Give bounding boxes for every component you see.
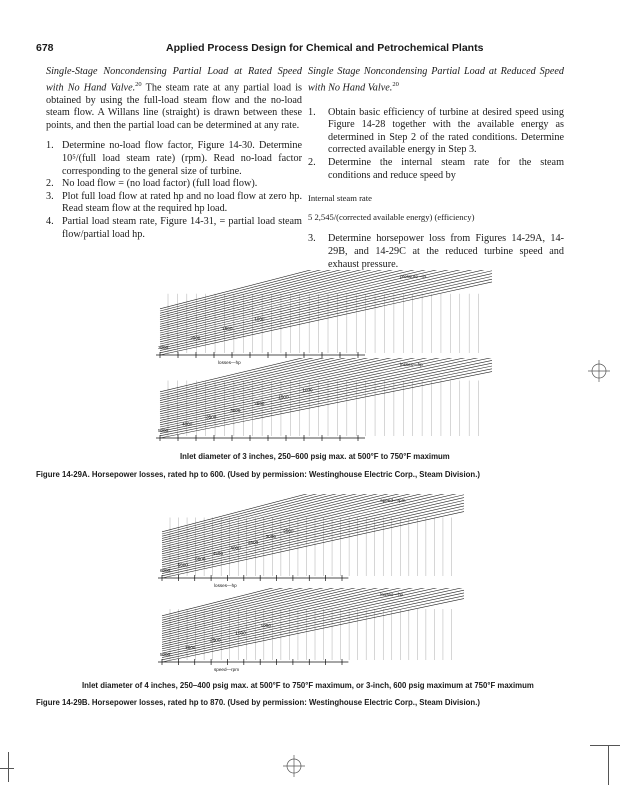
nomograph-label: 3500 (248, 539, 259, 545)
running-title: Applied Process Design for Chemical and Petrochemical Plants (166, 42, 484, 54)
nomograph-line (162, 588, 464, 625)
nomograph-line (162, 588, 464, 627)
nomograph-label: 5000 (160, 652, 171, 657)
nomograph-label: 1500 (278, 394, 289, 400)
list-item: 3. Plot full load flow at rated hp and no load flow at zero hp. Read steam flow at the required hp load. (46, 190, 302, 215)
page-header (36, 42, 596, 58)
nomograph-label: 3000 (230, 407, 241, 413)
crop-mark (8, 752, 9, 782)
registration-mark-bottom (283, 755, 305, 777)
left-section-title: Single-Stage Noncondensing Partial Load at Rated Speed with No Hand Valve. (46, 66, 302, 93)
nomograph-label: 2000 (190, 335, 201, 341)
nomograph-line (160, 276, 492, 350)
list-item: 2. No load flow = (no load factor) (full load flow). (46, 178, 258, 190)
nomograph-line (160, 366, 492, 434)
nomograph-label: 2500 (254, 401, 265, 406)
nomograph-label: 6000 (160, 568, 171, 573)
nomograph-line (162, 500, 464, 569)
nomograph-label: 3000 (185, 644, 196, 650)
nomograph-label: 1000 (260, 623, 271, 629)
nomograph-line (160, 363, 492, 431)
nomograph-line (160, 369, 492, 436)
nomograph-label: 5500 (177, 562, 188, 568)
nomograph-label: speed—rpm (380, 498, 406, 503)
nomograph-line (162, 588, 464, 616)
nomograph-line (160, 358, 492, 409)
nomograph-label: 1000 (254, 316, 265, 322)
nomograph-line (160, 372, 492, 438)
nomograph-label: 3000 (265, 534, 276, 540)
page-number: 678 (36, 42, 54, 54)
figure-b-caption: Figure 14-29B. Horsepower losses, rated hp to 870. (Used by permission: Westinghouse Electric Corp., Steam Division.) (36, 698, 480, 707)
nomograph-line (162, 588, 464, 640)
nomograph-label: 1000 (302, 387, 313, 393)
list-item: 2. Determine the internal steam rate for the steam conditions and reduce speed by (308, 156, 564, 181)
nomograph-label: 1500 (235, 630, 246, 636)
figure-a-bottom-nomograph (148, 358, 498, 448)
registration-mark-right (588, 360, 610, 382)
left-column (46, 66, 302, 241)
left-intro-text: The steam rate at any partial load is obtained by using the full-load steam flow and the no-load steam flow. A Willans line (straight) is drawn between these points, and then the partial load can be determined at any rate. (46, 81, 302, 131)
nomograph-label: 2500 (283, 528, 294, 534)
equation-label: Internal steam rate (308, 193, 372, 204)
figure-b-top-nomograph (150, 494, 470, 588)
figure-a-caption: Figure 14-29A. Horsepower losses, rated hp to 600. (Used by permission: Westinghouse Electric Corp., Steam Division.) (36, 470, 480, 479)
right-section-heading (308, 66, 564, 95)
right-section-title: Single Stage Noncondensing Partial Load at Reduced Speed with No Hand Valve. (308, 66, 564, 93)
nomograph-line (162, 506, 464, 574)
equation: 5 2,545/(corrected available energy) (efficiency) (308, 211, 475, 222)
crop-mark (590, 745, 620, 746)
nomograph-label: 4000 (182, 421, 193, 427)
nomograph-line (160, 358, 492, 401)
nomograph-label: losses—hp (218, 360, 241, 365)
nomograph-label: 3500 (206, 414, 217, 420)
nomograph-line (162, 498, 464, 567)
right-steps-list-a (308, 107, 564, 183)
nomograph-line (162, 588, 464, 644)
nomograph-label: pressure—in. (400, 274, 428, 279)
nomograph-line (160, 274, 492, 349)
nomograph-label: losses—hp (400, 362, 423, 367)
nomograph-label: 2500 (210, 637, 221, 643)
right-steps-list-b (308, 233, 564, 271)
right-column (308, 66, 564, 271)
nomograph-label: 3000 (158, 345, 169, 350)
nomograph-line (162, 494, 464, 563)
left-steps-list (46, 140, 302, 241)
nomograph-label: losses—hp (380, 592, 404, 597)
figure-a-top-nomograph (148, 270, 498, 365)
nomograph-label: losses—hp (214, 583, 237, 588)
nomograph-label: speed—rpm (214, 667, 240, 672)
nomograph-line (160, 358, 492, 423)
nomograph-label: 1500 (222, 326, 233, 331)
nomograph-line (160, 270, 492, 320)
nomograph-line (160, 270, 492, 329)
nomograph-line (160, 270, 492, 318)
left-intro-paragraph (46, 66, 302, 132)
list-item: 1. Obtain basic efficiency of turbine at desired speed using Figure 14-28 together with the available energy as determined in Step 2 of the rated conditions. Determine corrected available energy in Step 3. (308, 106, 564, 156)
nomograph-line (160, 282, 492, 355)
nomograph-line (162, 494, 464, 543)
nomograph-line (160, 271, 492, 346)
crop-mark (608, 745, 609, 785)
list-item: 3. Determine horsepower loss from Figures 14-29A, 14-29B, and 14-29C at the reduced turbine speed and exhaust pressure. (308, 233, 564, 270)
figure-b-inlet-caption: Inlet diameter of 4 inches, 250–400 psig max. at 500°F to 750°F maximum, or 3-inch, 600 psig maximum at 750°F maximum (82, 681, 534, 690)
list-item: 1. Determine no-load flow factor, Figure 14-30. Determine 10⁵/(full load steam rate) (rpm). Read no-load factor corresponding to the general size of turbine. (46, 140, 302, 177)
nomograph-label: 5000 (195, 556, 206, 562)
nomograph-line (162, 512, 464, 578)
figure-a-inlet-caption: Inlet diameter of 3 inches, 250–600 psig max. at 500°F to 750°F maximum (180, 452, 450, 461)
left-section-footnote: 20 (135, 80, 142, 88)
nomograph-line (160, 279, 492, 353)
right-section-footnote: 20 (392, 80, 399, 88)
crop-mark (0, 768, 14, 769)
nomograph-line (162, 509, 464, 576)
nomograph-line (162, 494, 464, 558)
figure-b-bottom-nomograph (150, 588, 470, 672)
nomograph-line (160, 270, 492, 340)
nomograph-line (162, 588, 464, 647)
nomograph-label: 4500 (212, 551, 224, 557)
list-item: 4. Partial load steam rate, Figure 14-31, = partial load steam flow/partial load hp. (46, 215, 302, 240)
nomograph-line (162, 503, 464, 571)
nomograph-line (162, 495, 464, 568)
nomograph-label: 5000 (158, 428, 169, 433)
nomograph-label: 4000 (230, 545, 241, 551)
